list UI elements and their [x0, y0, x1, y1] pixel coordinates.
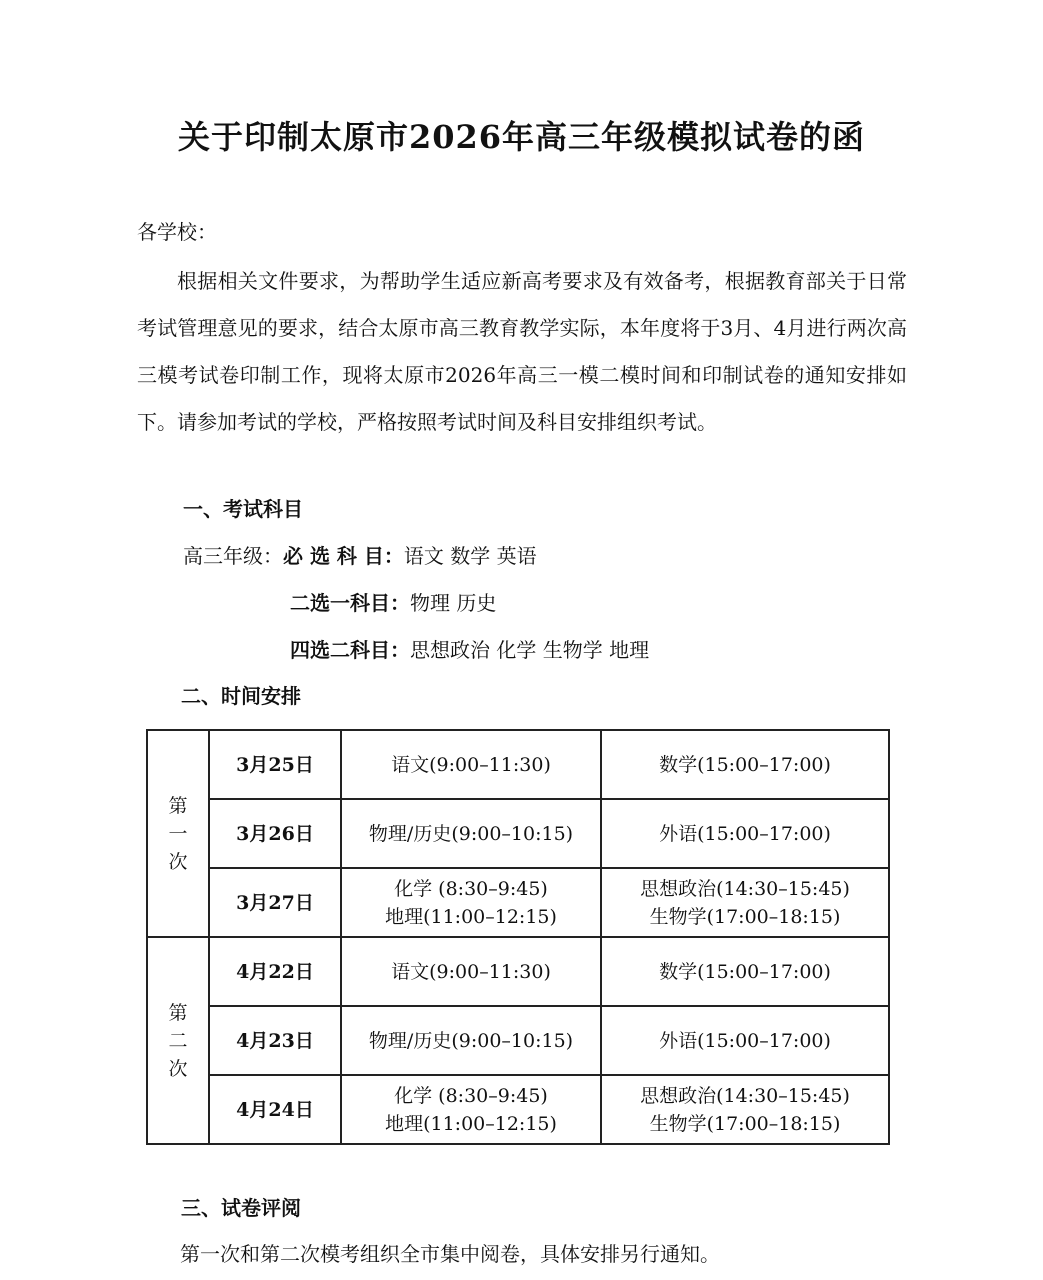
session-text: 物理/历史(9:00–10:15) [368, 822, 574, 845]
round-label-char: 次 [168, 850, 188, 873]
round-label-char: 第 [168, 794, 188, 817]
date-cell: 3月25日 [209, 730, 341, 799]
grade-label: 高三年级： [183, 544, 283, 568]
session-text: 地理(11:00–12:15) [385, 1112, 557, 1135]
session-text: 化学 (8:30–9:45) [394, 1084, 548, 1107]
session-text: 思想政治(14:30–15:45) [640, 1084, 850, 1107]
choose-one-line [290, 587, 496, 616]
morning-session-cell [341, 1006, 601, 1075]
choose-one-label: 二选一科目： [290, 591, 410, 615]
morning-session-cell [341, 730, 601, 799]
table-row [147, 799, 889, 868]
session-text: 思想政治(14:30–15:45) [640, 877, 850, 900]
table-row [147, 730, 889, 799]
session-text: 语文(9:00–11:30) [391, 960, 551, 983]
choose-two-line [290, 634, 649, 663]
round-label-char: 一 [168, 822, 188, 845]
table-row [147, 937, 889, 1006]
table-row [147, 1006, 889, 1075]
session-text: 外语(15:00–17:00) [659, 1029, 831, 1052]
session-text: 物理/历史(9:00–10:15) [368, 1029, 574, 1052]
afternoon-session-cell [601, 1006, 889, 1075]
section-heading-subjects: 一、考试科目 [183, 497, 303, 521]
session-text: 外语(15:00–17:00) [659, 822, 831, 845]
session-text: 化学 (8:30–9:45) [394, 877, 548, 900]
date-cell: 3月27日 [209, 868, 341, 937]
required-subjects: 语文 数学 英语 [403, 544, 537, 568]
session-text: 生物学(17:00–18:15) [649, 905, 841, 928]
required-subjects-line [183, 540, 537, 569]
round-label-char: 二 [168, 1029, 188, 1052]
round-label-char: 第 [168, 1001, 188, 1024]
session-text: 语文(9:00–11:30) [391, 753, 551, 776]
session-text: 地理(11:00–12:15) [385, 905, 557, 928]
round-label-cell [147, 937, 209, 1144]
date-cell: 4月22日 [209, 937, 341, 1006]
afternoon-session-cell [601, 1075, 889, 1144]
session-text: 生物学(17:00–18:15) [649, 1112, 841, 1135]
marking-note: 第一次和第二次模考组织全市集中阅卷，具体安排另行通知。 [180, 1242, 720, 1266]
date-cell: 4月24日 [209, 1075, 341, 1144]
afternoon-session-cell [601, 868, 889, 937]
section-heading-marking: 三、试卷评阅 [181, 1196, 301, 1220]
body-paragraph: 根据相关文件要求，为帮助学生适应新高考要求及有效备考，根据教育部关于日常考试管理意见的要求，结合太原市高三教育教学实际，本年度将于3月、4月进行两次高三模考试卷印制工作，现将太原市2026年高三一模二模时间和印制试卷的通知安排如下。请参加考试的学校，严格按照考试时间及科目安排组织考试。 [137, 269, 907, 434]
afternoon-session-cell [601, 799, 889, 868]
required-label: 必 选 科 目： [283, 544, 404, 568]
choose-two-subjects: 思想政治 化学 生物学 地理 [410, 638, 650, 662]
morning-session-cell [341, 937, 601, 1006]
exam-schedule-table [146, 729, 890, 1145]
section-heading-schedule: 二、时间安排 [181, 684, 301, 708]
document-title: 关于印制太原市2026年高三年级模拟试卷的函 [177, 118, 866, 156]
table-row [147, 868, 889, 937]
date-cell: 3月26日 [209, 799, 341, 868]
choose-one-subjects: 物理 历史 [410, 591, 497, 615]
session-text: 数学(15:00–17:00) [659, 960, 831, 983]
morning-session-cell [341, 868, 601, 937]
morning-session-cell [341, 799, 601, 868]
round-label-char: 次 [168, 1057, 188, 1080]
salutation: 各学校： [137, 220, 217, 244]
table-row [147, 1075, 889, 1144]
afternoon-session-cell [601, 730, 889, 799]
morning-session-cell [341, 1075, 601, 1144]
afternoon-session-cell [601, 937, 889, 1006]
choose-two-label: 四选二科目： [290, 638, 410, 662]
session-text: 数学(15:00–17:00) [659, 753, 831, 776]
round-label-cell [147, 730, 209, 937]
date-cell: 4月23日 [209, 1006, 341, 1075]
